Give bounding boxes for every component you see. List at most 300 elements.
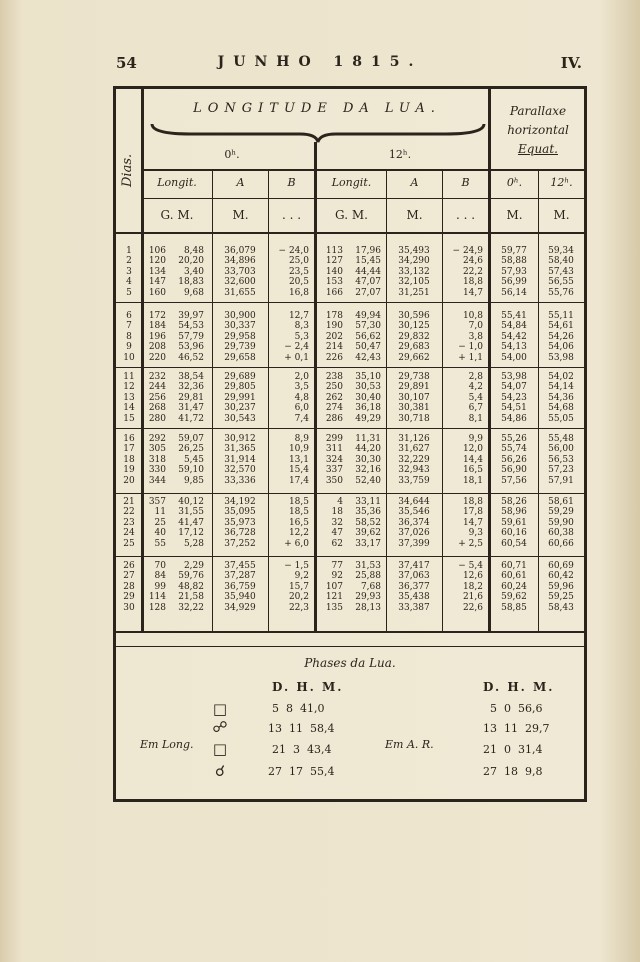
table-cell: 55,76 — [548, 287, 574, 298]
table-cell: 17,4 — [288, 475, 309, 486]
phase-value-long: 21 3 43,4 — [272, 743, 332, 756]
table-cell: 3,8 — [468, 331, 483, 342]
table-cell: 5,28 — [183, 538, 204, 549]
table-cell: 55,26 — [501, 434, 527, 444]
table-cell: 37,252 — [224, 538, 256, 549]
table-cell: 30,237 — [224, 403, 256, 414]
table-cell: 54,68 — [548, 403, 574, 414]
table-cell: 59,62 — [501, 592, 527, 603]
table-cell: 32,600 — [224, 277, 256, 288]
table-cell: 107 — [325, 581, 343, 592]
table-cell: 9,3 — [468, 528, 483, 539]
table-cell: 2,0 — [294, 372, 309, 382]
phases-title: Phases da Lua. — [304, 656, 396, 670]
page-number: 54 — [116, 54, 137, 72]
table-cell: 32,570 — [224, 465, 256, 476]
unit-header: . . . — [455, 208, 476, 222]
table-cell: 60,71 — [501, 561, 527, 571]
day-cell: 28 — [123, 581, 135, 592]
table-cell: 54,07 — [501, 382, 527, 393]
table-cell: 59,76 — [178, 571, 204, 582]
col-header: 0ʰ. — [506, 176, 523, 189]
table-cell: 55,05 — [548, 413, 574, 424]
table-cell: 60,24 — [501, 581, 527, 592]
table-cell: 35,095 — [224, 507, 256, 518]
table-cell: 29,662 — [398, 352, 430, 363]
table-cell: 12,7 — [288, 311, 309, 321]
table-cell: 39,62 — [355, 528, 381, 539]
table-cell: 55 — [154, 538, 166, 549]
table-cell: 33,759 — [398, 475, 430, 486]
table-cell: 35,973 — [224, 517, 256, 528]
table-cell: 30,718 — [398, 413, 430, 424]
table-cell: 5,45 — [183, 454, 204, 465]
table-cell: 33,11 — [355, 497, 381, 507]
table-cell: 7,4 — [294, 413, 309, 424]
table-cell: 250 — [325, 382, 343, 393]
day-cell: 15 — [123, 413, 135, 424]
day-cell: 11 — [123, 372, 135, 382]
table-cell: 178 — [325, 311, 343, 321]
table-cell: 238 — [325, 372, 343, 382]
table-cell: 30,53 — [355, 382, 381, 393]
table-cell: 9,68 — [183, 287, 204, 298]
table-cell: 58,26 — [501, 497, 527, 507]
table-cell: 36,079 — [224, 246, 256, 256]
table-cell: 18,5 — [288, 497, 309, 507]
table-cell: 24,6 — [462, 256, 483, 267]
table-cell: 55,48 — [548, 434, 574, 444]
table-cell: 20,20 — [178, 256, 204, 267]
phases-col-head-right: D. H. M. — [483, 680, 555, 694]
table-cell: 56,99 — [501, 277, 527, 288]
table-cell: 31,365 — [224, 444, 256, 455]
table-cell: 11,31 — [355, 434, 381, 444]
day-cell: 29 — [123, 592, 135, 603]
col-header: 12ʰ. — [550, 176, 573, 189]
table-cell: 50,47 — [355, 342, 381, 353]
unit-header: M. — [506, 208, 523, 222]
table-cell: 39,97 — [178, 311, 204, 321]
table-cell: 292 — [148, 434, 166, 444]
table-cell: 25,88 — [355, 571, 381, 582]
table-cell: + 1,1 — [458, 352, 483, 363]
table-cell: 60,66 — [548, 538, 574, 549]
table-cell: 56,26 — [501, 454, 527, 465]
day-cell: 1 — [126, 246, 132, 256]
table-cell: 10,9 — [288, 444, 309, 455]
col-header: Longit. — [157, 176, 197, 189]
table-cell: 22,3 — [288, 602, 309, 613]
table-cell: 311 — [325, 444, 343, 455]
table-cell: 34,896 — [224, 256, 256, 267]
table-cell: 3,5 — [294, 382, 309, 393]
table-cell: 55,11 — [548, 311, 574, 321]
table-cell: 33,17 — [355, 538, 381, 549]
conjunction-icon: ☌ — [214, 762, 226, 780]
table-cell: 5,4 — [468, 392, 483, 403]
table-cell: 153 — [325, 277, 343, 288]
table-cell: 21,58 — [178, 592, 204, 603]
table-cell: 15,7 — [288, 581, 309, 592]
table-cell: 18,1 — [462, 475, 483, 486]
unit-header: . . . — [281, 208, 302, 222]
table-cell: 29,958 — [224, 331, 256, 342]
table-cell: 30,912 — [224, 434, 256, 444]
phase-value-long: 27 17 55,4 — [268, 765, 335, 778]
table-cell: 337 — [325, 465, 343, 476]
parallax-title-line: Parallaxe — [509, 104, 567, 118]
unit-header: M. — [232, 208, 249, 222]
table-cell: 53,96 — [178, 342, 204, 353]
table-cell: 8,3 — [294, 321, 309, 332]
table-cell: 166 — [325, 287, 343, 298]
phase-value-long: 13 11 58,4 — [268, 722, 335, 735]
unit-header: M. — [406, 208, 423, 222]
table-cell: 59,25 — [548, 592, 574, 603]
table-cell: 22,6 — [462, 602, 483, 613]
table-cell: 59,96 — [548, 581, 574, 592]
rule-h — [116, 302, 584, 303]
table-cell: 18,5 — [288, 507, 309, 518]
table-cell: 49,94 — [355, 311, 381, 321]
table-cell: 32,943 — [398, 465, 430, 476]
day-cell: 8 — [126, 331, 132, 342]
phases-right-label: Em A. R. — [385, 738, 434, 751]
table-cell: 57,79 — [178, 331, 204, 342]
day-cell: 19 — [123, 465, 135, 476]
table-cell: 47 — [331, 528, 343, 539]
table-cell: 220 — [148, 352, 166, 363]
day-cell: 27 — [123, 571, 135, 582]
table-cell: 84 — [154, 571, 166, 582]
day-cell: 26 — [123, 561, 135, 571]
table-cell: 32,22 — [178, 602, 204, 613]
table-cell: 29,832 — [398, 331, 430, 342]
longitude-title: LONGITUDE DA LUA. — [193, 101, 441, 116]
table-cell: 202 — [325, 331, 343, 342]
table-cell: 54,53 — [178, 321, 204, 332]
table-cell: 16,5 — [288, 517, 309, 528]
table-cell: 59,34 — [548, 246, 574, 256]
rule-h — [142, 198, 584, 199]
table-cell: 10,8 — [462, 311, 483, 321]
table-cell: 59,29 — [548, 507, 574, 518]
table-cell: 40,12 — [178, 497, 204, 507]
table-cell: 58,85 — [501, 602, 527, 613]
table-cell: 121 — [325, 592, 343, 603]
table-cell: 41,72 — [178, 413, 204, 424]
table-cell: 33,703 — [224, 266, 256, 277]
table-cell: 36,728 — [224, 528, 256, 539]
day-cell: 7 — [126, 321, 132, 332]
running-title: JUNHO 1815. — [217, 54, 423, 70]
table-cell: 12,2 — [288, 528, 309, 539]
table-cell: − 1,0 — [458, 342, 483, 353]
table-cell: 60,54 — [501, 538, 527, 549]
table-cell: 46,52 — [178, 352, 204, 363]
table-cell: 262 — [325, 392, 343, 403]
rule-h — [116, 631, 584, 633]
table-cell: 12,0 — [462, 444, 483, 455]
table-cell: 196 — [148, 331, 166, 342]
table-cell: 35,438 — [398, 592, 430, 603]
table-cell: 60,38 — [548, 528, 574, 539]
table-cell: 16,8 — [288, 287, 309, 298]
table-cell: 18 — [331, 507, 343, 518]
table-cell: 54,42 — [501, 331, 527, 342]
quarter-moon-icon: □ — [212, 740, 228, 758]
table-cell: 55,41 — [501, 311, 527, 321]
table-cell: 58,61 — [548, 497, 574, 507]
day-cell: 16 — [123, 434, 135, 444]
table-cell: 59,07 — [178, 434, 204, 444]
table-cell: 54,14 — [548, 382, 574, 393]
rule-h — [116, 556, 584, 557]
table-cell: 54,86 — [501, 413, 527, 424]
table-cell: 37,287 — [224, 571, 256, 582]
table-cell: 54,84 — [501, 321, 527, 332]
table-cell: 305 — [148, 444, 166, 455]
table-cell: 31,53 — [355, 561, 381, 571]
quarter-moon-icon: □ — [212, 700, 228, 718]
table-cell: 4 — [337, 497, 343, 507]
table-cell: 37,399 — [398, 538, 430, 549]
table-cell: 134 — [148, 266, 166, 277]
day-cell: 10 — [123, 352, 135, 363]
table-cell: 37,417 — [398, 561, 430, 571]
table-cell: 48,82 — [178, 581, 204, 592]
table-cell: 29,991 — [224, 392, 256, 403]
table-cell: 56,62 — [355, 331, 381, 342]
table-cell: 36,759 — [224, 581, 256, 592]
rule-h — [116, 232, 584, 234]
table-cell: 40 — [154, 528, 166, 539]
table-cell: 31,655 — [224, 287, 256, 298]
day-cell: 13 — [123, 392, 135, 403]
table-cell: + 2,5 — [458, 538, 483, 549]
table-cell: 34,192 — [224, 497, 256, 507]
table-cell: 29,891 — [398, 382, 430, 393]
table-cell: 20,5 — [288, 277, 309, 288]
table-cell: 113 — [325, 246, 343, 256]
table-cell: 56,90 — [501, 465, 527, 476]
day-cell: 17 — [123, 444, 135, 455]
table-cell: 21,6 — [462, 592, 483, 603]
rule-h — [116, 646, 584, 647]
table-cell: 58,40 — [548, 256, 574, 267]
table-cell: 6,0 — [294, 403, 309, 414]
table-cell: 58,52 — [355, 517, 381, 528]
day-cell: 12 — [123, 382, 135, 393]
table-cell: 58,96 — [501, 507, 527, 518]
dias-label: Dias. — [120, 153, 135, 187]
table-cell: 41,47 — [178, 517, 204, 528]
table-cell: 13,1 — [288, 454, 309, 465]
table-cell: 60,42 — [548, 571, 574, 582]
table-cell: 15,45 — [355, 256, 381, 267]
table-cell: 12,6 — [462, 571, 483, 582]
table-cell: 34,290 — [398, 256, 430, 267]
unit-header: M. — [553, 208, 570, 222]
table-cell: 53,98 — [501, 372, 527, 382]
table-cell: 32,105 — [398, 277, 430, 288]
table-cell: 57,30 — [355, 321, 381, 332]
table-cell: 120 — [148, 256, 166, 267]
phase-value-ar: 5 0 56,6 — [490, 702, 543, 715]
table-cell: 8,48 — [183, 246, 204, 256]
col-header: Longit. — [331, 176, 372, 189]
table-cell: 54,26 — [548, 331, 574, 342]
table-cell: 56,53 — [548, 454, 574, 465]
table-cell: − 5,4 — [458, 561, 483, 571]
table-cell: 26,25 — [178, 444, 204, 455]
table-cell: 56,14 — [501, 287, 527, 298]
table-cell: 35,940 — [224, 592, 256, 603]
table-cell: 274 — [325, 403, 343, 414]
table-cell: 59,10 — [178, 465, 204, 476]
day-cell: 21 — [123, 497, 135, 507]
brace-icon — [150, 120, 486, 144]
table-cell: 33,132 — [398, 266, 430, 277]
table-cell: 31,627 — [398, 444, 430, 455]
table-cell: 114 — [148, 592, 166, 603]
table-cell: 27,07 — [355, 287, 381, 298]
table-cell: 33,387 — [398, 602, 430, 613]
parallax-title-line: Equat. — [518, 142, 558, 156]
col-header: A — [236, 176, 245, 189]
table-cell: 9,2 — [294, 571, 309, 582]
table-cell: 36,18 — [355, 403, 381, 414]
day-cell: 20 — [123, 475, 135, 486]
day-cell: 18 — [123, 454, 135, 465]
table-cell: 6,7 — [468, 403, 483, 414]
table-cell: 32,16 — [355, 465, 381, 476]
day-cell: 2 — [126, 256, 132, 267]
table-cell: 127 — [325, 256, 343, 267]
table-cell: 30,40 — [355, 392, 381, 403]
table-cell: 30,543 — [224, 413, 256, 424]
table-cell: 268 — [148, 403, 166, 414]
table-cell: 70 — [154, 561, 166, 571]
table-cell: 18,2 — [462, 581, 483, 592]
table-cell: 29,81 — [178, 392, 204, 403]
table-cell: 11 — [154, 507, 166, 518]
table-cell: 57,23 — [548, 465, 574, 476]
table-cell: 31,47 — [178, 403, 204, 414]
day-cell: 5 — [126, 287, 132, 298]
table-cell: 59,90 — [548, 517, 574, 528]
table-cell: 5,3 — [294, 331, 309, 342]
table-cell: 14,4 — [462, 454, 483, 465]
table-cell: 140 — [325, 266, 343, 277]
table-cell: 77 — [331, 561, 343, 571]
table-cell: 54,61 — [548, 321, 574, 332]
table-cell: 232 — [148, 372, 166, 382]
table-cell: 17,8 — [462, 507, 483, 518]
table-cell: 31,914 — [224, 454, 256, 465]
table-cell: 54,00 — [501, 352, 527, 363]
unit-header: G. M. — [335, 208, 368, 222]
day-cell: 22 — [123, 507, 135, 518]
hour-0-label: 0ʰ. — [224, 148, 240, 161]
table-cell: 54,36 — [548, 392, 574, 403]
phases-col-head-left: D. H. M. — [272, 680, 344, 694]
table-cell: 244 — [148, 382, 166, 393]
rule-h — [142, 169, 584, 171]
table-cell: 190 — [325, 321, 343, 332]
table-cell: 99 — [154, 581, 166, 592]
table-cell: 28,13 — [355, 602, 381, 613]
table-cell: − 24,0 — [278, 246, 309, 256]
table-cell: 30,107 — [398, 392, 430, 403]
table-cell: 20,2 — [288, 592, 309, 603]
table-cell: 32,36 — [178, 382, 204, 393]
table-cell: 57,43 — [548, 266, 574, 277]
table-cell: 58,88 — [501, 256, 527, 267]
table-cell: 34,644 — [398, 497, 430, 507]
table-cell: 34,929 — [224, 602, 256, 613]
table-cell: 36,374 — [398, 517, 430, 528]
table-cell: 3,40 — [183, 266, 204, 277]
table-cell: 35,36 — [355, 507, 381, 518]
table-cell: 29,683 — [398, 342, 430, 353]
table-cell: 56,55 — [548, 277, 574, 288]
table-cell: 25,0 — [288, 256, 309, 267]
table-cell: 15,4 — [288, 465, 309, 476]
table-cell: 135 — [325, 602, 343, 613]
table-cell: + 0,1 — [284, 352, 309, 363]
table-cell: 42,43 — [355, 352, 381, 363]
table-cell: 350 — [325, 475, 343, 486]
table-cell: 8,1 — [468, 413, 483, 424]
col-header: B — [461, 176, 470, 189]
phases-left-label: Em Long. — [140, 738, 194, 751]
table-cell: 324 — [325, 454, 343, 465]
rule-h — [116, 367, 584, 368]
table-cell: 30,337 — [224, 321, 256, 332]
table-cell: 57,91 — [548, 475, 574, 486]
opposition-icon: ☍ — [212, 718, 228, 736]
day-cell: 25 — [123, 538, 135, 549]
table-cell: 59,77 — [501, 246, 527, 256]
table-cell: 4,8 — [294, 392, 309, 403]
table-cell: 35,546 — [398, 507, 430, 518]
table-cell: 52,40 — [355, 475, 381, 486]
table-cell: 226 — [325, 352, 343, 363]
table-cell: 30,381 — [398, 403, 430, 414]
table-cell: 53,98 — [548, 352, 574, 363]
table-cell: 60,61 — [501, 571, 527, 582]
table-cell: 31,251 — [398, 287, 430, 298]
table-cell: 54,23 — [501, 392, 527, 403]
table-cell: 344 — [148, 475, 166, 486]
table-cell: 30,125 — [398, 321, 430, 332]
table-cell: 147 — [148, 277, 166, 288]
table-cell: 57,56 — [501, 475, 527, 486]
table-cell: 58,43 — [548, 602, 574, 613]
table-cell: 35,493 — [398, 246, 430, 256]
table-cell: 214 — [325, 342, 343, 353]
table-cell: 8,9 — [294, 434, 309, 444]
table-cell: 160 — [148, 287, 166, 298]
table-cell: 47,07 — [355, 277, 381, 288]
table-cell: 37,455 — [224, 561, 256, 571]
phase-value-ar: 27 18 9,8 — [483, 765, 543, 778]
col-header: B — [287, 176, 296, 189]
table-cell: 29,805 — [224, 382, 256, 393]
table-cell: 37,063 — [398, 571, 430, 582]
